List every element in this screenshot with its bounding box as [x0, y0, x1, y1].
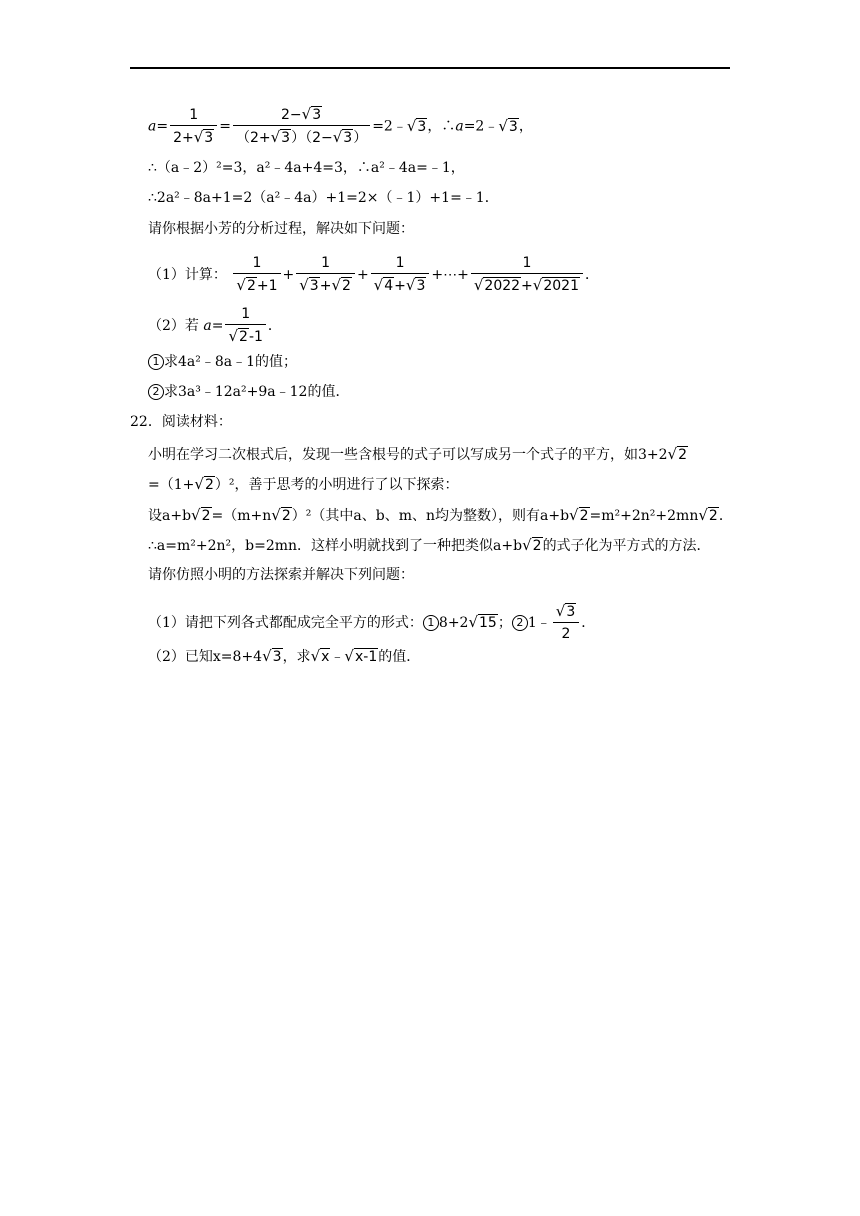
q22-line-2	[148, 474, 458, 495]
analysis-line-4: 请你根据小芳的分析过程，解决如下问题：	[148, 221, 414, 237]
den-part: +	[319, 278, 332, 294]
radicand: x	[321, 649, 330, 665]
radicand: 2	[204, 477, 214, 493]
paragraph-text: 的式子化为平方式的方法．	[542, 538, 711, 554]
q22-header	[130, 412, 232, 432]
radicand: 3	[281, 130, 291, 146]
term-fraction	[371, 255, 430, 295]
sqrt-2022: √2022	[473, 276, 521, 294]
paragraph-text: =m²+2n²+2mn	[589, 508, 699, 524]
fraction	[225, 306, 265, 346]
sub-question-text: 求3a³﹣12a²+9a﹣12的值．	[164, 384, 350, 400]
radicand: 2	[579, 508, 589, 524]
sqrt-3: √3	[406, 116, 427, 135]
fraction-1	[170, 107, 217, 147]
var-a: a	[455, 118, 464, 135]
circled-number: 1	[148, 354, 164, 370]
q22-line-3	[148, 505, 733, 526]
var-a: a	[148, 118, 157, 135]
paragraph-text: ∴a=m²+2n²，b=2mn．这样小明就找到了一种把类似a+b	[148, 538, 523, 554]
den-part: （2+	[235, 130, 271, 146]
sqrt-3: √3	[262, 647, 282, 665]
separator: ；	[497, 615, 512, 631]
question-title: 阅读材料：	[161, 414, 232, 430]
sub-question-text: 求4a²﹣8a﹣1的值；	[164, 354, 298, 370]
period: ．	[267, 318, 282, 334]
radicand: 4	[384, 278, 394, 294]
fraction-denominator	[233, 125, 370, 147]
sqrt-3: √3	[555, 602, 576, 620]
sqrt-3: √3	[332, 128, 353, 146]
part-label: （1）计算：	[148, 267, 227, 283]
radicand: 2021	[543, 278, 579, 294]
part-label: （2）若	[148, 318, 199, 334]
equals: =	[219, 118, 231, 135]
analysis-line-2: ∴（a﹣2）²=3，a²﹣4a+4=3，∴a²﹣4a=﹣1，	[148, 160, 465, 176]
fraction-2	[233, 106, 370, 147]
radicand: 2	[708, 508, 718, 524]
equals: =	[211, 318, 224, 334]
sqrt-3: √3	[299, 276, 319, 294]
radicand: x-1	[354, 649, 378, 665]
paragraph-text: 设a+b	[148, 508, 192, 524]
radicand: 2	[239, 329, 248, 345]
circled-number: 1	[423, 615, 439, 631]
header-rule	[130, 67, 730, 69]
radicand: 2	[342, 278, 351, 294]
fraction-denominator	[233, 273, 280, 295]
radicand: 2	[281, 508, 291, 524]
circled-number: 2	[512, 615, 528, 631]
expr-text: 1﹣	[527, 615, 551, 631]
den-part: ）（2−	[291, 130, 333, 146]
term-fraction	[471, 255, 583, 295]
q21-part1	[148, 255, 599, 295]
var-a: a	[203, 318, 212, 334]
analysis-line-3: ∴2a²﹣8a+1=2（a²﹣4a）+1=2×（﹣1）+1=﹣1．	[148, 190, 499, 206]
sqrt-2: √2	[228, 327, 248, 345]
q22-part2	[148, 646, 420, 667]
den-part: 2+	[173, 129, 194, 146]
analysis-line-1	[148, 106, 533, 147]
fraction-denominator	[471, 273, 583, 295]
radicand: 3	[416, 278, 426, 294]
fraction-denominator	[371, 273, 430, 295]
plus: +	[282, 267, 295, 283]
question-number: 22．	[130, 414, 162, 430]
period: ．	[718, 508, 733, 524]
paragraph-text: ）²（其中a、b、m、n均为整数），则有a+b	[291, 508, 570, 524]
fraction-numerator: 1	[241, 306, 251, 322]
fraction-numerator	[553, 603, 579, 622]
den-part: -1	[248, 329, 263, 345]
sqrt-3: √3	[270, 128, 291, 146]
minus: ﹣	[330, 649, 345, 665]
period: ．	[581, 615, 596, 631]
radicand: 3	[309, 278, 319, 294]
sqrt-2: √2	[236, 276, 256, 294]
paragraph-text: =（m+n	[211, 508, 272, 524]
term-fraction	[296, 255, 355, 295]
radicand: 2	[532, 538, 542, 554]
sqrt-2: √2	[569, 506, 589, 524]
sqrt-2: √2	[271, 506, 291, 524]
circled-number: 2	[148, 384, 164, 400]
q22-line-1	[148, 444, 688, 465]
therefore-text: ，∴	[427, 118, 456, 135]
radicand: 2022	[484, 278, 521, 294]
den-part: ）	[353, 130, 368, 146]
sqrt-3: √3	[301, 105, 322, 123]
q22-part1	[148, 603, 595, 643]
radicand: 3	[566, 604, 576, 620]
fraction-numerator: 1	[395, 255, 405, 271]
sqrt-x: √x	[310, 647, 330, 665]
fraction	[553, 603, 579, 643]
expr-text: ，求	[282, 649, 311, 665]
sqrt-2021: √2021	[532, 276, 579, 294]
radicand: 2	[678, 447, 688, 463]
expr-text: 的值．	[378, 649, 421, 665]
fraction-denominator	[296, 273, 355, 295]
result-text: =2﹣	[372, 118, 407, 135]
radicand: 3	[343, 130, 353, 146]
sqrt-15: √15	[468, 613, 497, 631]
expr-text: 8+2	[438, 615, 469, 631]
num-part: 2−	[281, 107, 302, 123]
radicand: 3	[508, 118, 518, 135]
den-part: +1	[256, 278, 278, 294]
den-part: +	[394, 278, 406, 294]
paragraph-text: 小明在学习二次根式后，发现一些含根号的式子可以写成另一个式子的平方，如3+2	[148, 447, 668, 463]
radicand: 2	[201, 508, 211, 524]
fraction-numerator: 1	[252, 255, 262, 271]
radicand: 3	[272, 649, 282, 665]
sqrt-2: √2	[194, 475, 214, 493]
paragraph-text: ）²，善于思考的小明进行了以下探索：	[214, 477, 459, 493]
sqrt-2: √2	[191, 506, 211, 524]
ellipsis: +⋯+	[431, 267, 469, 283]
result-text: =2﹣	[463, 118, 499, 135]
radicand: 15	[479, 615, 497, 631]
sqrt-3: √3	[498, 116, 518, 135]
part-label: （1）请把下列各式都配成完全平方的形式：	[148, 615, 423, 631]
sqrt-2: √2	[331, 276, 351, 294]
fraction-denominator	[170, 125, 217, 147]
part-label: （2）已知x=8+4	[148, 649, 263, 665]
paragraph-text: =（1+	[148, 477, 195, 493]
fraction-numerator: 1	[321, 255, 331, 271]
comma: ，	[518, 118, 533, 135]
sqrt-4: √4	[373, 276, 394, 294]
q22-line-4	[148, 535, 711, 556]
sqrt-3: √3	[193, 127, 214, 146]
q21-part2	[148, 306, 282, 346]
radicand: 3	[312, 107, 322, 123]
radicand: 3	[417, 118, 427, 135]
fraction-numerator: 1	[189, 106, 199, 123]
q21-sub1	[148, 352, 297, 372]
period: ．	[584, 267, 599, 283]
plus: +	[356, 267, 369, 283]
radicand: 3	[204, 129, 214, 146]
sqrt-x-minus-1: √x-1	[344, 647, 378, 665]
radicand: 2	[246, 278, 256, 294]
fraction-denominator	[225, 324, 265, 346]
fraction-denominator: 2	[553, 622, 579, 643]
den-part: +	[521, 278, 533, 294]
q21-sub2	[148, 382, 349, 402]
sqrt-2: √2	[667, 445, 688, 463]
sqrt-3: √3	[405, 276, 426, 294]
sqrt-2: √2	[698, 506, 718, 524]
term-fraction	[233, 255, 280, 295]
q22-line-5: 请你仿照小明的方法探索并解决下列问题：	[148, 567, 414, 583]
equals: =	[156, 118, 169, 135]
fraction-numerator	[233, 106, 370, 125]
sqrt-2: √2	[522, 536, 542, 554]
fraction-numerator: 1	[522, 255, 532, 271]
